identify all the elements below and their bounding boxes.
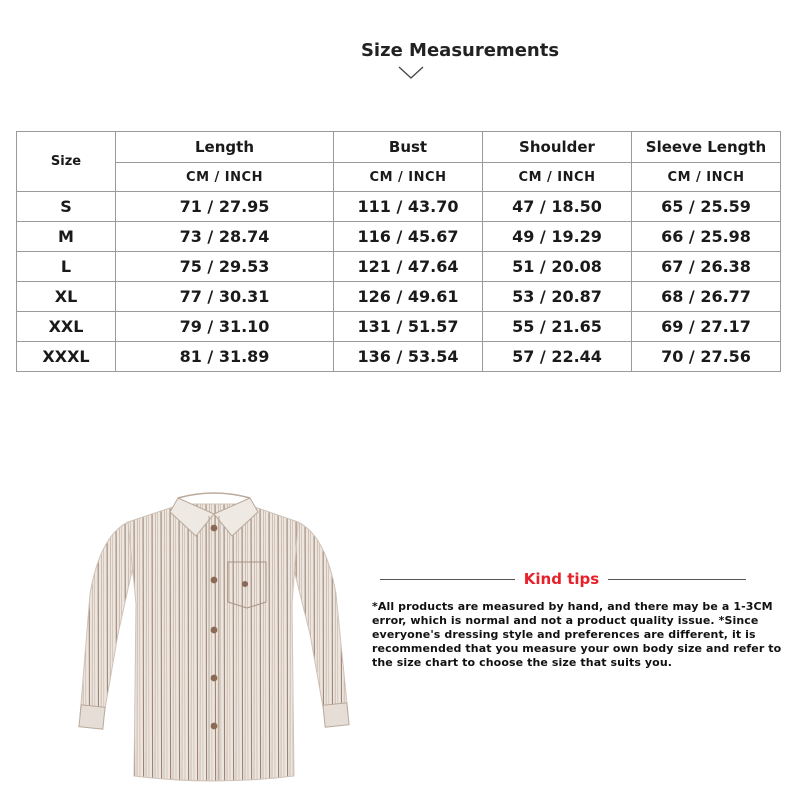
shoulder-cell: 55 / 21.65 (483, 312, 632, 342)
column-header-sleeve-length: Sleeve Length (632, 132, 781, 163)
table-row (17, 282, 781, 312)
size-cell: XL (17, 282, 116, 312)
unit-label: CM / INCH (632, 163, 781, 192)
unit-label: CM / INCH (334, 163, 483, 192)
unit-label: CM / INCH (116, 163, 334, 192)
chevron-down-icon (398, 66, 424, 80)
length-cell: 79 / 31.10 (116, 312, 334, 342)
length-cell: 71 / 27.95 (116, 192, 334, 222)
divider-right (608, 579, 746, 580)
bust-cell: 111 / 43.70 (334, 192, 483, 222)
size-table (16, 131, 781, 372)
sleeve-cell: 66 / 25.98 (632, 222, 781, 252)
shoulder-cell: 51 / 20.08 (483, 252, 632, 282)
size-cell: M (17, 222, 116, 252)
sleeve-cell: 68 / 26.77 (632, 282, 781, 312)
length-cell: 73 / 28.74 (116, 222, 334, 252)
shoulder-cell: 47 / 18.50 (483, 192, 632, 222)
sleeve-cell: 65 / 25.59 (632, 192, 781, 222)
bust-cell: 136 / 53.54 (334, 342, 483, 372)
bust-cell: 131 / 51.57 (334, 312, 483, 342)
shoulder-cell: 49 / 19.29 (483, 222, 632, 252)
column-header-shoulder: Shoulder (483, 132, 632, 163)
size-cell: XXXL (17, 342, 116, 372)
shoulder-cell: 53 / 20.87 (483, 282, 632, 312)
length-cell: 77 / 30.31 (116, 282, 334, 312)
table-row (17, 222, 781, 252)
length-cell: 75 / 29.53 (116, 252, 334, 282)
shoulder-cell: 57 / 22.44 (483, 342, 632, 372)
sleeve-cell: 67 / 26.38 (632, 252, 781, 282)
size-cell: L (17, 252, 116, 282)
kind-tips-title: Kind tips (523, 570, 600, 588)
bust-cell: 121 / 47.64 (334, 252, 483, 282)
size-column-header: Size (17, 132, 116, 192)
column-header-bust: Bust (334, 132, 483, 163)
shirt-image (78, 484, 378, 784)
size-cell: S (17, 192, 116, 222)
page-title: Size Measurements (360, 40, 560, 61)
table-row (17, 342, 781, 372)
divider-left (380, 579, 515, 580)
sleeve-cell: 70 / 27.56 (632, 342, 781, 372)
unit-label: CM / INCH (483, 163, 632, 192)
bust-cell: 126 / 49.61 (334, 282, 483, 312)
column-header-length: Length (116, 132, 334, 163)
bust-cell: 116 / 45.67 (334, 222, 483, 252)
sleeve-cell: 69 / 27.17 (632, 312, 781, 342)
table-row (17, 312, 781, 342)
table-row (17, 252, 781, 282)
size-cell: XXL (17, 312, 116, 342)
kind-tips-text: *All products are measured by hand, and there may be a 1-3CM error, which is normal and not a product quality issue. *Since everyone's dressing style and preferences are different, it is recommended that you measure your own body size and refer to the size chart to choose the size that suits you. (372, 600, 782, 669)
table-row (17, 192, 781, 222)
length-cell: 81 / 31.89 (116, 342, 334, 372)
